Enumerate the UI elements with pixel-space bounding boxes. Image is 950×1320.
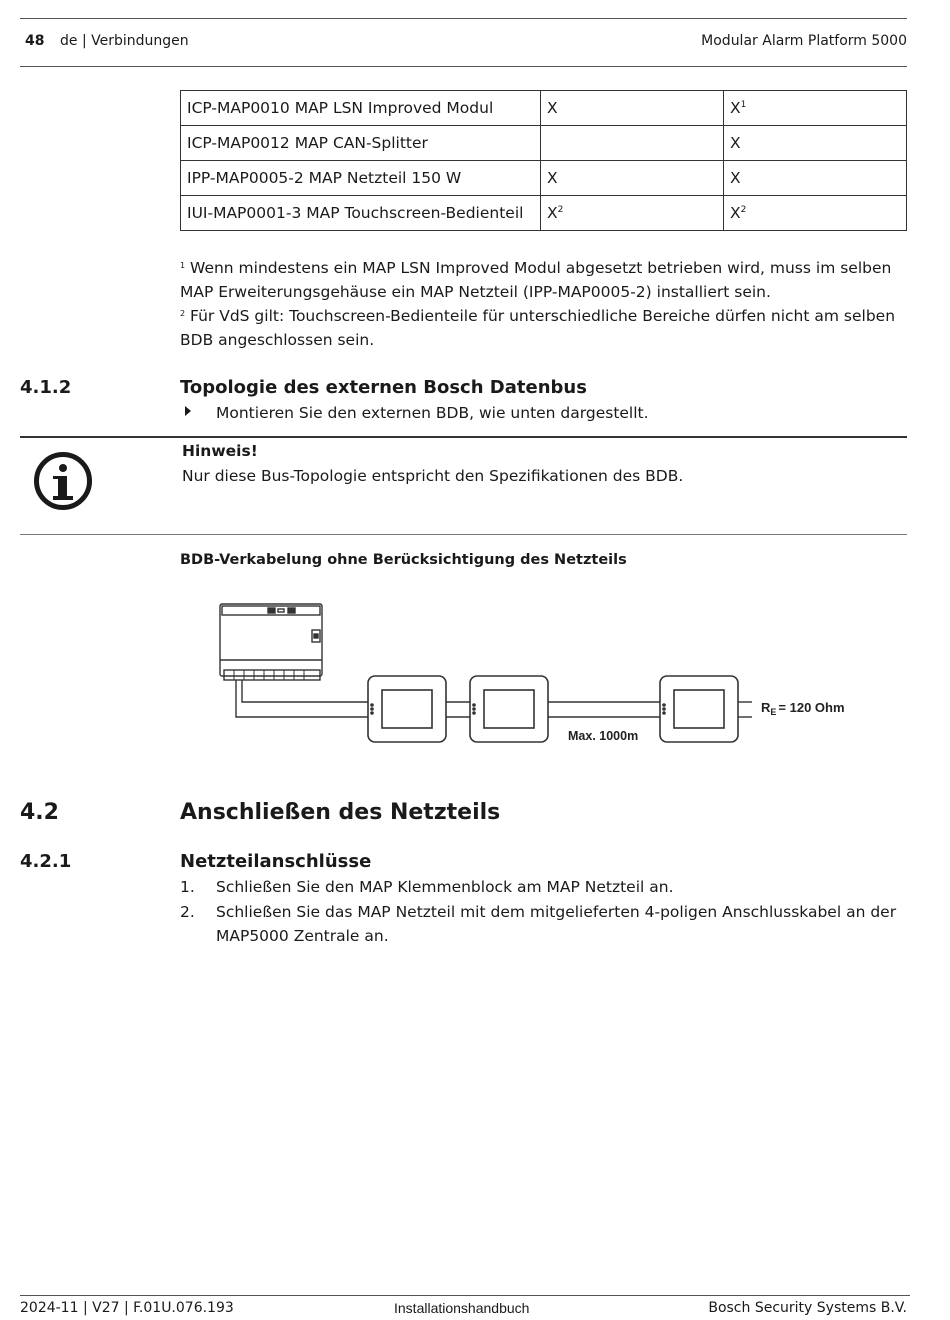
footnote-2-mark: 2 bbox=[180, 309, 186, 318]
footer-doc-id: 2024-11 | V27 | F.01U.076.193 bbox=[20, 1300, 234, 1316]
notice-title: Hinweis! bbox=[182, 442, 258, 460]
section-number-4-1-2: 4.1.2 bbox=[20, 377, 72, 398]
max-length-label: Max. 1000m bbox=[568, 729, 639, 743]
table-cell-name: IUI-MAP0001-3 MAP Touchscreen-Bedienteil bbox=[181, 196, 541, 231]
table-cell-col2: X bbox=[724, 126, 907, 161]
footer-doc-type: Installationshandbuch bbox=[394, 1300, 530, 1316]
list-item-text: Schließen Sie den MAP Klemmenblock am MAP Netzteil an. bbox=[216, 878, 674, 896]
notice-text: Nur diese Bus-Topologie entspricht den Spezifikationen des BDB. bbox=[182, 467, 684, 485]
controller-panel bbox=[220, 604, 322, 680]
table-row bbox=[181, 126, 907, 161]
table-cell-name: ICP-MAP0010 MAP LSN Improved Modul bbox=[181, 91, 541, 126]
table-cell-col2: X bbox=[724, 161, 907, 196]
table-cell-col1 bbox=[541, 126, 724, 161]
section-number-4-2-1: 4.2.1 bbox=[20, 851, 72, 872]
section-title-4-1-2: Topologie des externen Bosch Datenbus bbox=[180, 377, 587, 398]
table-row bbox=[181, 91, 907, 126]
section-title-4-2: Anschließen des Netzteils bbox=[180, 800, 501, 825]
footnote-2-text: Für VdS gilt: Touchscreen-Bedienteile für unterschiedliche Bereiche dürfen nicht am selben BDB angeschlossen sein. bbox=[180, 307, 896, 349]
notice-top-rule bbox=[20, 436, 907, 438]
table-cell-col2: $X^2$ bbox=[724, 196, 907, 231]
table-cell-col1: X bbox=[541, 161, 724, 196]
footer-company: Bosch Security Systems B.V. bbox=[708, 1300, 907, 1316]
table-row bbox=[181, 196, 907, 231]
table-cell-col2: $X^1$ bbox=[724, 91, 907, 126]
header-top-rule bbox=[20, 18, 907, 19]
instruction-step: Montieren Sie den externen BDB, wie unten dargestellt. bbox=[216, 404, 649, 422]
header-doc-title: Modular Alarm Platform 5000 bbox=[701, 33, 907, 49]
footnote-1-mark: 1 bbox=[180, 261, 186, 270]
section-title-4-2-1: Netzteilanschlüsse bbox=[180, 851, 372, 872]
page-number: 48 bbox=[25, 33, 45, 49]
list-item-text: Schließen Sie das MAP Netzteil mit dem mitgelieferten 4-poligen Anschlusskabel an der MAP5000 Zentrale an. bbox=[216, 903, 897, 945]
footnote-2 bbox=[180, 304, 910, 352]
bdb-wiring-diagram bbox=[200, 590, 880, 760]
list-item-number: 2. bbox=[180, 903, 195, 921]
info-icon bbox=[34, 452, 92, 510]
figure-caption: BDB-Verkabelung ohne Berücksichtigung des Netzteils bbox=[180, 552, 627, 568]
table-cell-col1: $X^2$ bbox=[541, 196, 724, 231]
touchscreen-keypad-1 bbox=[368, 676, 446, 742]
list-item-number: 1. bbox=[180, 878, 195, 896]
compatibility-table bbox=[180, 90, 907, 231]
resistor-label: $R_E = 120$ Ohm bbox=[761, 700, 845, 717]
notice-bottom-rule bbox=[20, 534, 907, 535]
header-bottom-rule bbox=[20, 66, 907, 67]
touchscreen-keypad-3 bbox=[660, 676, 738, 742]
footnote-1 bbox=[180, 256, 910, 304]
table-cell-name: ICP-MAP0012 MAP CAN-Splitter bbox=[181, 126, 541, 161]
table-cell-col1: X bbox=[541, 91, 724, 126]
footer-rule bbox=[20, 1295, 910, 1296]
header-section: de | Verbindungen bbox=[60, 33, 189, 49]
footnote-1-text: Wenn mindestens ein MAP LSN Improved Modul abgesetzt betrieben wird, muss im selben MAP Erweiterungsgehäuse ein MAP Netzteil (IPP-MAP0005-2) installiert sein. bbox=[180, 259, 892, 301]
step-arrow-icon bbox=[185, 406, 191, 416]
touchscreen-keypad-2 bbox=[470, 676, 548, 742]
table-cell-name: IPP-MAP0005-2 MAP Netzteil 150 W bbox=[181, 161, 541, 196]
table-row bbox=[181, 161, 907, 196]
section-number-4-2: 4.2 bbox=[20, 800, 59, 825]
